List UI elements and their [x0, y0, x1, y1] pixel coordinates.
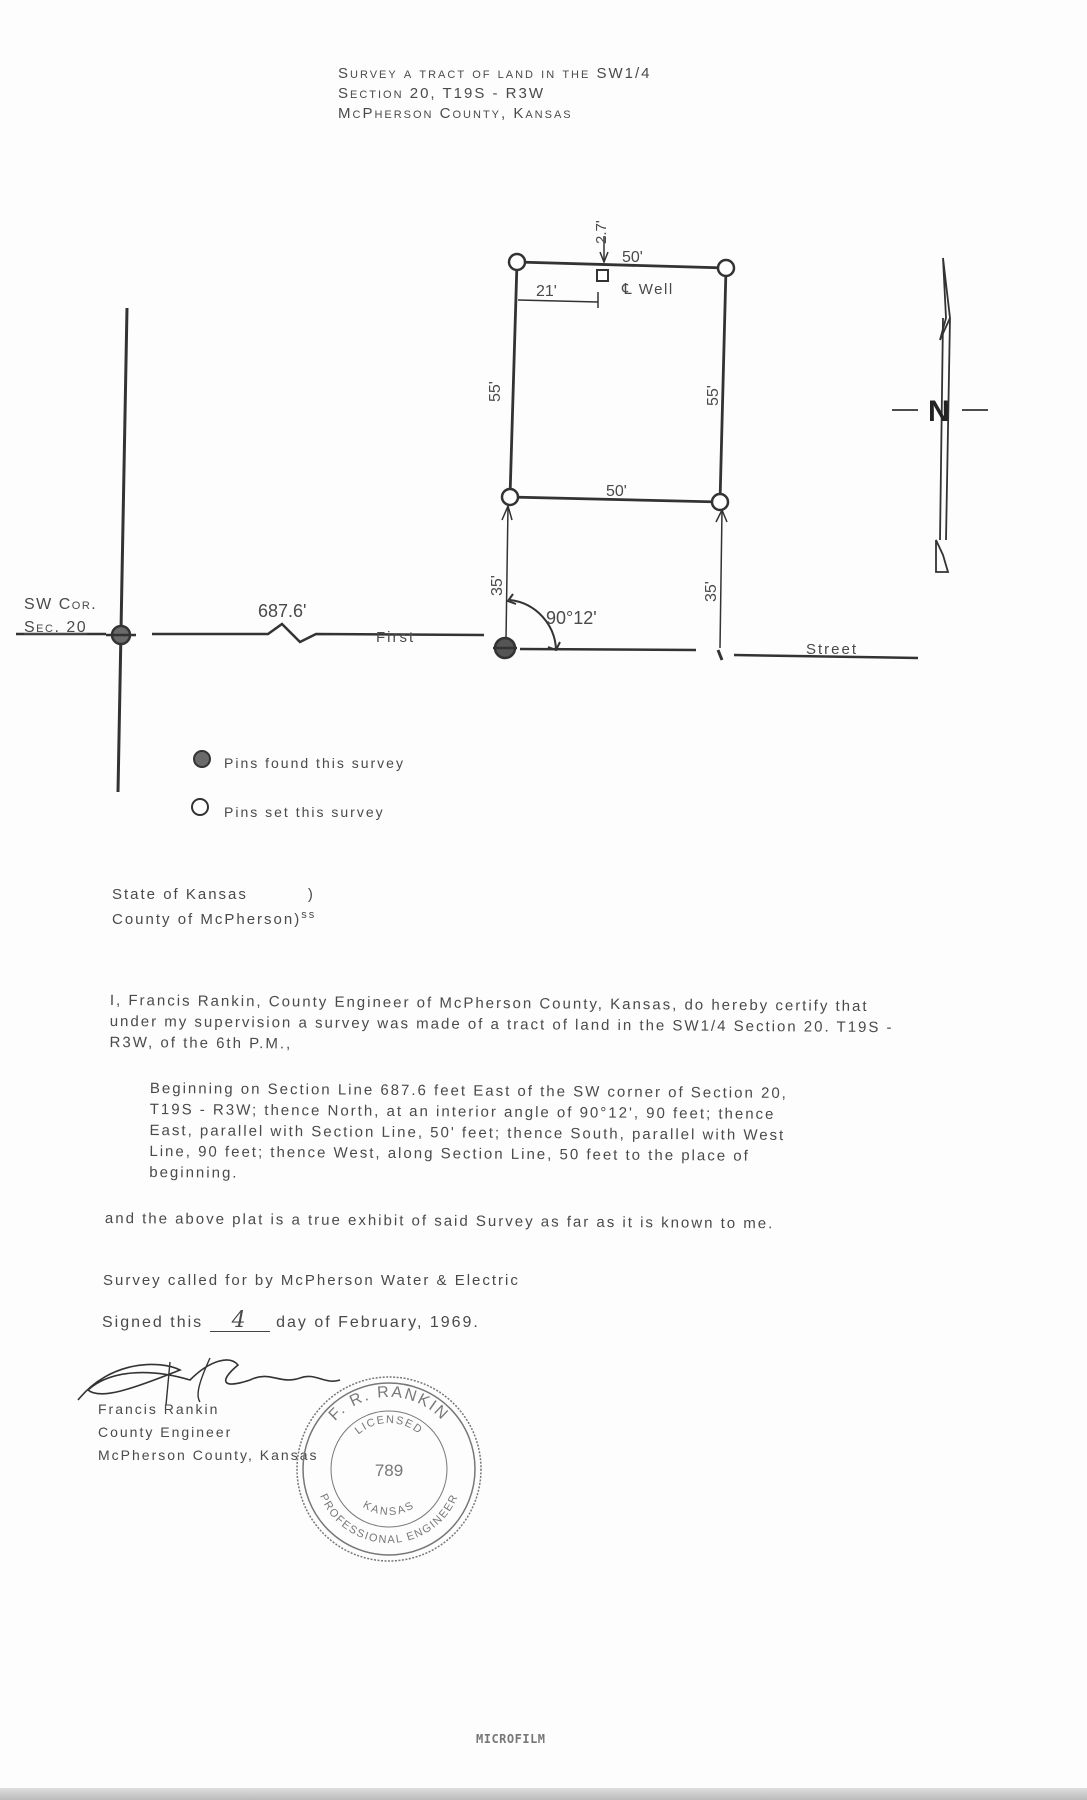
- seal-name: F. R. RANKIN: [325, 1383, 453, 1425]
- left-depth-label: 55': [487, 381, 504, 402]
- seal-state: KANSAS: [360, 1498, 418, 1519]
- scan-edge: [0, 1788, 1087, 1800]
- certificate-called-for: Survey called for by McPherson Water & Electric: [103, 1272, 520, 1289]
- pin-set-ne: [718, 260, 734, 276]
- north-label: N: [928, 395, 950, 428]
- well-marker: [597, 270, 608, 281]
- microfilm-stamp: MICROFILM: [476, 1732, 546, 1746]
- sw-corner-label: SW Cor.: [24, 596, 98, 613]
- signer-name: Francis Rankin: [98, 1401, 220, 1417]
- venue-county: County of McPherson: [112, 911, 295, 928]
- middle-width-label: 50': [606, 483, 627, 500]
- left-setback-label: 35': [489, 575, 506, 596]
- well-offset-label: 21': [536, 283, 557, 300]
- signed-prefix: Signed this: [102, 1314, 204, 1331]
- certificate-closing: and the above plat is a true exhibit of said Survey as far as it is known to me.: [104, 1209, 775, 1233]
- legend-set-label: Pins set this survey: [224, 804, 385, 820]
- pin-set-nw: [509, 254, 525, 270]
- title-line-3: McPherson County, Kansas: [338, 105, 573, 122]
- distance-east-label: 687.6': [258, 601, 307, 621]
- signed-suffix: day of February, 1969.: [276, 1314, 480, 1331]
- seal-licensed: LICENSED: [352, 1413, 426, 1437]
- signer-org: McPherson County, Kansas: [98, 1447, 319, 1463]
- well-offset-line: [518, 300, 598, 302]
- signed-day: 4: [210, 1310, 270, 1332]
- title-line-2: Section 20, T19S - R3W: [338, 85, 545, 102]
- signed-line: [102, 1310, 702, 1333]
- legend-set-icon: [192, 799, 208, 815]
- left-setback-line: [506, 506, 508, 640]
- angle-label: 90°12': [546, 608, 597, 628]
- signer-title: County Engineer: [98, 1424, 233, 1440]
- seal-number: 789: [374, 1461, 404, 1480]
- survey-plat: [0, 0, 1087, 820]
- west-section-line: [118, 308, 127, 792]
- engineer-seal: [292, 1372, 486, 1566]
- street-line: [16, 624, 918, 658]
- right-setback-label: 35': [703, 581, 720, 602]
- title-line-1: Survey a tract of land in the SW1/4: [338, 65, 652, 82]
- svg-text:KANSAS: [361, 1499, 417, 1518]
- venue-ss: ss: [301, 909, 317, 921]
- certificate-intro: I, Francis Rankin, County Engineer of McPherson County, Kansas, do hereby certify that under my supervision a survey was made of a tract of land in the SW1/4 Section 20. T19S - R3W, of the 6th P.M.,: [109, 991, 894, 1053]
- top-offset-label: 2.7': [593, 220, 610, 244]
- right-setback-line: [720, 510, 722, 648]
- well-label: ℄ Well: [622, 281, 674, 298]
- venue-state: State of Kansas: [112, 886, 248, 903]
- seal-profession: PROFESSIONAL ENGINEER: [317, 1492, 461, 1547]
- venue-block: State of Kansas ) County of McPherson)$^{ss}$: [112, 886, 317, 928]
- certificate-description: Beginning on Section Line 687.6 feet East of the SW corner of Section 20, T19S - R3W; thence North, at an interior angle of 90°12', 90 feet; thence East, parallel with Section Line, 50' feet; thence South, parallel with West Line, 90 feet; thence West, along Section Line, 50 feet to the place of beginning.: [149, 1079, 788, 1182]
- first-street-label: First: [376, 629, 416, 646]
- sec-20-label: Sec. 20: [24, 619, 88, 636]
- pin-set-sw: [502, 489, 518, 505]
- legend-found-icon: [194, 751, 210, 767]
- right-depth-label: 55': [705, 385, 722, 406]
- top-width-label: 50': [622, 249, 643, 266]
- second-street-label: Street: [806, 641, 859, 658]
- legend-found-label: Pins found this survey: [224, 755, 405, 771]
- pin-set-se: [712, 494, 728, 510]
